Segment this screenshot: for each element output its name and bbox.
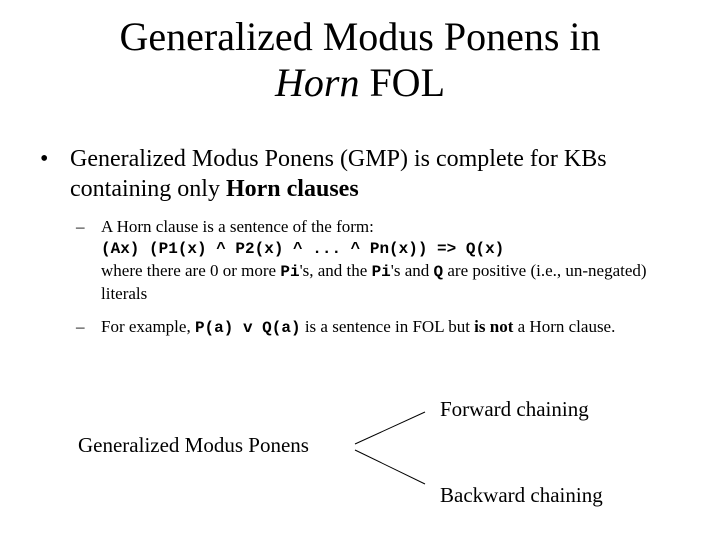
gmp-label: Generalized Modus Ponens bbox=[78, 433, 309, 457]
example-text-c: a Horn clause. bbox=[513, 317, 616, 336]
pi-code-1: Pi bbox=[280, 263, 300, 281]
sub-bullet-dash: – bbox=[76, 217, 85, 236]
where-text-d: are positive (i.e., un-negated) literals bbox=[101, 261, 647, 303]
example-text-a: For example, bbox=[101, 317, 195, 336]
title-horn-italic: Horn bbox=[274, 60, 360, 105]
where-text-b: 's, and the bbox=[299, 261, 372, 280]
where-text-a: where there are 0 or more bbox=[101, 261, 281, 280]
title-fol: FOL bbox=[359, 60, 446, 105]
title-line-1: Generalized Modus Ponens in bbox=[119, 14, 601, 59]
horn-formula: (Ax) (P1(x) ^ P2(x) ^ ... ^ Pn(x)) => Q(x) bbox=[101, 240, 505, 258]
forward-chaining-label: Forward chaining bbox=[440, 397, 589, 421]
example-bold: is not bbox=[474, 317, 514, 336]
backward-chaining-label: Backward chaining bbox=[440, 483, 603, 507]
example-code: P(a) v Q(a) bbox=[194, 319, 301, 337]
horn-intro: A Horn clause is a sentence of the form: bbox=[101, 217, 374, 236]
line-to-backward bbox=[355, 450, 425, 484]
where-text-c: 's and bbox=[390, 261, 434, 280]
sub-bullet-dash: – bbox=[76, 317, 85, 336]
line-to-forward bbox=[355, 412, 425, 444]
bullet-bold-text: Horn clauses bbox=[225, 176, 359, 202]
pi-code-2: Pi bbox=[371, 263, 391, 281]
example-text-b: is a sentence in FOL but bbox=[300, 317, 475, 336]
bullet-marker: • bbox=[40, 146, 49, 172]
bullet-text: Generalized Modus Ponens (GMP) is complete for KBs containing only bbox=[70, 146, 607, 202]
q-code: Q bbox=[433, 263, 444, 281]
